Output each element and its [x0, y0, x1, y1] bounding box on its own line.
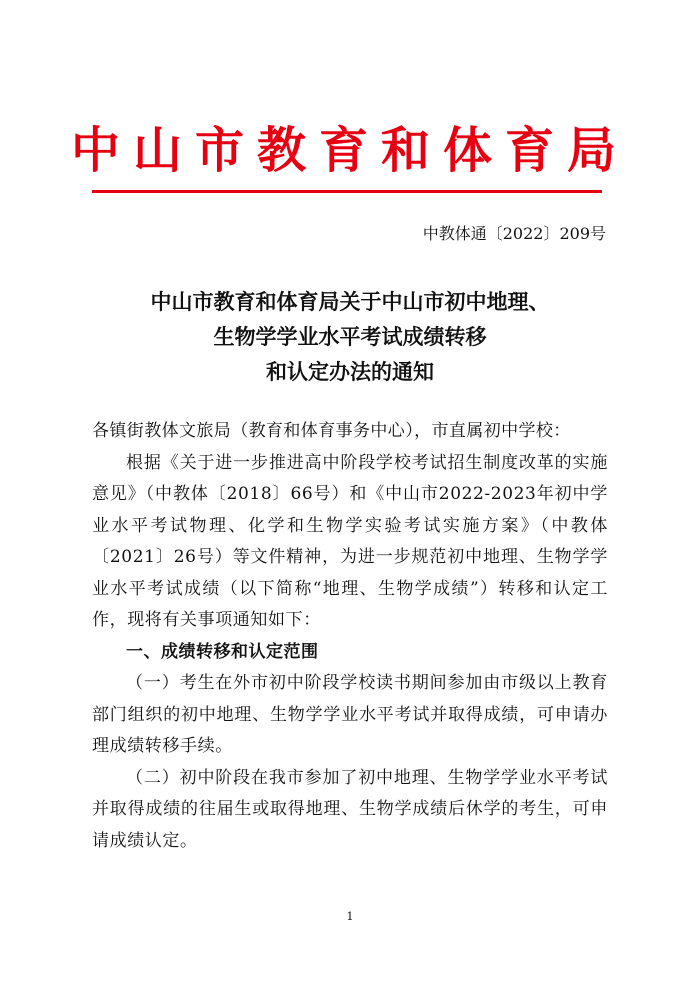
notice-body — [92, 416, 608, 857]
title-line-1: 中山市教育和体育局关于中山市初中地理、 — [150, 289, 550, 314]
item-paragraph-1: （一）考生在外市初中阶段学校读书期间参加由市级以上教育部门组织的初中地理、生物学学业水平考试并取得成绩，可申请办理成绩转移手续。 — [92, 673, 608, 756]
title-line-3: 和认定办法的通知 — [266, 359, 434, 384]
item-paragraph-2: （二）初中阶段在我市参加了初中地理、生物学学业水平考试并取得成绩的往届生或取得地理、生物学成绩后休学的考生，可申请成绩认定。 — [92, 767, 608, 851]
section-heading-1: 一、成绩转移和认定范围 — [126, 641, 319, 662]
document-number: 中教体通〔2022〕209号 — [422, 224, 606, 243]
masthead-org-name: 中山市教育和体育局 — [70, 121, 629, 179]
title-line-2: 生物学学业水平考试成绩转移 — [213, 324, 487, 349]
intro-paragraph: 根据《关于进一步推进高中阶段学校考试招生制度改革的实施意见》（中教体〔2018〕66号）和《中山市2022-2023年初中学业水平考试物理、化学和生物学实验考试实施方案》（中教体〔2021〕26号）等文件精神，为进一步规范初中地理、生物学学业水平考试成绩（以下简称“地理、生物学成绩”）转移和认定工作，现将有关事项通知如下： — [92, 452, 608, 630]
page-number: 1 — [346, 910, 354, 923]
masthead-red-rule — [92, 190, 602, 193]
notice-title — [80, 284, 620, 389]
salutation: 各镇街教体文旅局（教育和体育事务中心），市直属初中学校： — [92, 421, 571, 441]
